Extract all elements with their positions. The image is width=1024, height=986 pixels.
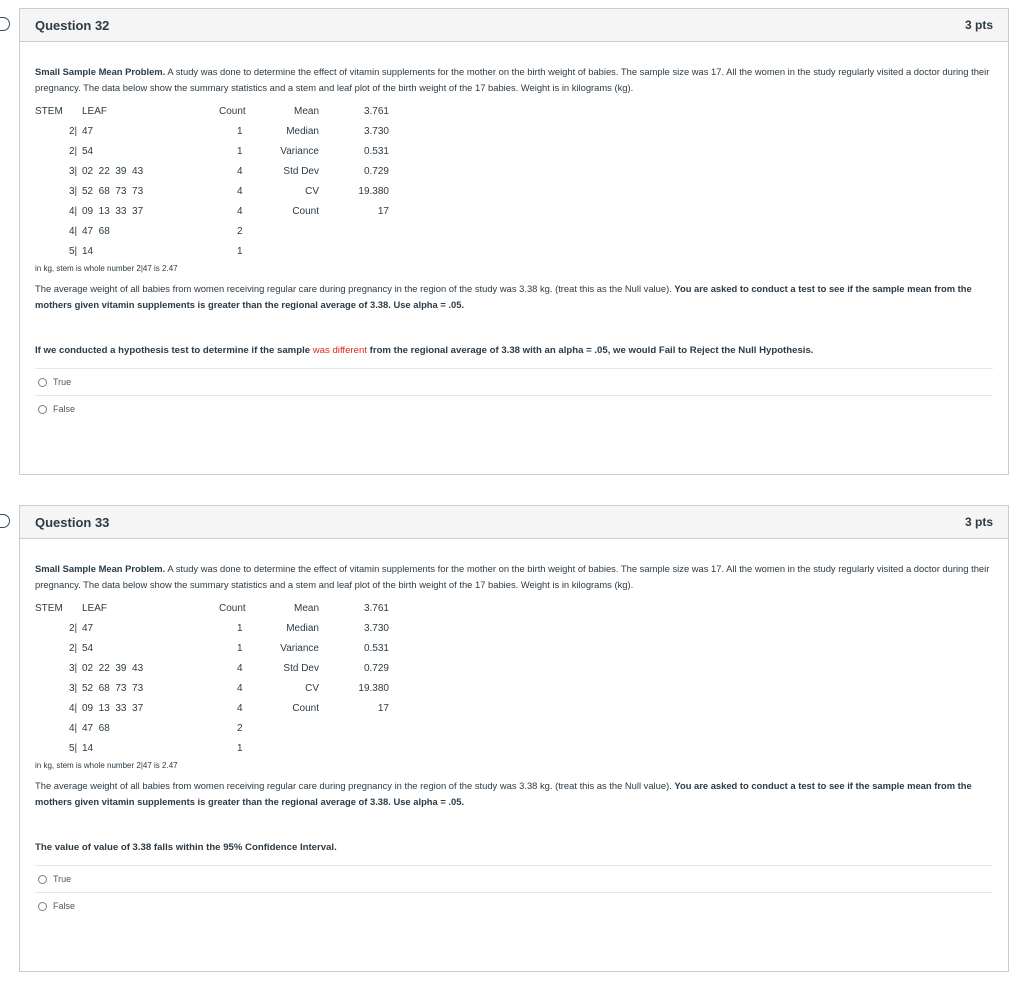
question-header	[20, 506, 1008, 539]
leaf-cell: 47	[82, 126, 94, 137]
null-value-note	[35, 778, 993, 810]
count-cell: 4	[237, 166, 243, 177]
stem-cell: 3|	[69, 683, 78, 694]
stem-cell: 2|	[69, 146, 78, 157]
null-text: The average weight of all babies from women receiving regular care during pregnancy in the region of the study was 3.38 kg. (treat this as the Null value).	[35, 283, 675, 294]
stem-header: STEM	[35, 603, 63, 614]
answer-label: True	[53, 377, 72, 387]
question-33	[19, 505, 1009, 972]
summary-label: Mean	[293, 106, 319, 117]
summary-label: Count	[292, 703, 319, 714]
summary-value: 3.730	[363, 623, 389, 634]
answer-label: False	[53, 901, 76, 911]
answer-label: False	[53, 404, 76, 414]
leaf-cell: 09 13 33 37	[82, 703, 144, 714]
leaf-cell: 47	[82, 623, 94, 634]
intro-bold: Small Sample Mean Problem.	[35, 66, 166, 77]
intro-bold: Small Sample Mean Problem.	[35, 563, 166, 574]
radio-button[interactable]	[38, 378, 47, 387]
summary-value: 3.761	[363, 106, 389, 117]
leaf-cell: 54	[82, 146, 94, 157]
count-cell: 1	[237, 146, 243, 157]
count-cell: 1	[237, 246, 243, 257]
stem-cell: 5|	[69, 743, 78, 754]
count-cell: 4	[237, 186, 243, 197]
count-cell: 4	[237, 663, 243, 674]
count-cell: 1	[237, 743, 243, 754]
prompt-a: The value of value of 3.38 falls within the 95% Confidence Interval.	[35, 842, 337, 853]
stem-cell: 4|	[69, 226, 78, 237]
summary-value: 19.380	[358, 683, 389, 694]
summary-value: 3.761	[363, 603, 389, 614]
radio-button[interactable]	[38, 405, 47, 414]
count-cell: 1	[237, 623, 243, 634]
stem-note: in kg, stem is whole number 2|47 is 2.47	[35, 761, 178, 770]
count-cell: 4	[237, 703, 243, 714]
leaf-header: LEAF	[82, 603, 108, 614]
summary-label: Count	[292, 206, 319, 217]
question-intro	[35, 64, 993, 96]
null-bold: You are asked to conduct a test to see if the sample mean from the mothers given vitamin supplements is greater than the regional average of 3.38. Use alpha = .05.	[35, 283, 972, 310]
summary-value: 0.729	[363, 663, 389, 674]
answer-list	[35, 865, 993, 919]
prompt-highlight: was different	[312, 345, 367, 356]
answer-label: True	[53, 874, 72, 884]
count-header: Count	[219, 603, 246, 614]
summary-label: CV	[305, 683, 319, 694]
stem-cell: 3|	[69, 186, 78, 197]
answer-false[interactable]	[35, 892, 993, 919]
stem-cell: 2|	[69, 126, 78, 137]
stem-header: STEM	[35, 106, 63, 117]
leaf-cell: 52 68 73 73	[82, 683, 144, 694]
question-intro	[35, 561, 993, 593]
summary-label: Median	[286, 623, 319, 634]
prompt-b: from the regional average of 3.38 with an alpha = .05, we would Fail to Reject the Null Hypothesis.	[366, 345, 814, 356]
leaf-cell: 02 22 39 43	[82, 166, 144, 177]
leaf-cell: 47 68	[82, 723, 110, 734]
stem-cell: 2|	[69, 643, 78, 654]
stem-cell: 4|	[69, 703, 78, 714]
summary-value: 0.729	[363, 166, 389, 177]
count-header: Count	[219, 106, 246, 117]
stem-note: in kg, stem is whole number 2|47 is 2.47	[35, 264, 178, 273]
question-title: Question 32	[35, 17, 110, 33]
leaf-cell: 02 22 39 43	[82, 663, 144, 674]
summary-label: Std Dev	[283, 663, 319, 674]
question-title: Question 33	[35, 514, 110, 530]
summary-label: Variance	[280, 146, 319, 157]
summary-value: 0.531	[363, 146, 389, 157]
summary-label: Median	[286, 126, 319, 137]
answer-false[interactable]	[35, 395, 993, 422]
count-cell: 4	[237, 683, 243, 694]
stem-leaf-and-summary	[35, 102, 993, 260]
summary-value: 17	[377, 206, 389, 217]
summary-label: Mean	[293, 603, 319, 614]
stem-cell: 4|	[69, 723, 78, 734]
radio-button[interactable]	[38, 902, 47, 911]
stem-cell: 3|	[69, 166, 78, 177]
leaf-header: LEAF	[82, 106, 108, 117]
null-value-note	[35, 281, 993, 313]
question-prompt	[35, 840, 993, 856]
question-32	[19, 8, 1009, 475]
null-text: The average weight of all babies from women receiving regular care during pregnancy in the region of the study was 3.38 kg. (treat this as the Null value).	[35, 780, 675, 791]
intro-text: A study was done to determine the effect of vitamin supplements for the mother on the birth weight of babies. The sample size was 17. All the women in the study regularly visited a doctor during their pregnancy. The data below show the summary statistics and a stem and leaf plot of the birth weight of the 17 babies. Weight is in kilograms (kg).	[35, 66, 990, 93]
stem-cell: 5|	[69, 246, 78, 257]
count-cell: 1	[237, 126, 243, 137]
stem-cell: 3|	[69, 663, 78, 674]
leaf-cell: 14	[82, 743, 94, 754]
stem-cell: 2|	[69, 623, 78, 634]
leaf-cell: 47 68	[82, 226, 110, 237]
count-cell: 4	[237, 206, 243, 217]
intro-text: A study was done to determine the effect of vitamin supplements for the mother on the birth weight of babies. The sample size was 17. All the women in the study regularly visited a doctor during their pregnancy. The data below show the summary statistics and a stem and leaf plot of the birth weight of the 17 babies. Weight is in kilograms (kg).	[35, 563, 990, 590]
prompt-a: If we conducted a hypothesis test to determine if the sample	[35, 345, 313, 356]
question-body	[20, 42, 1008, 422]
flag-question-32-icon[interactable]	[0, 17, 10, 31]
null-bold: You are asked to conduct a test to see if the sample mean from the mothers given vitamin supplements is greater than the regional average of 3.38. Use alpha = .05.	[35, 780, 972, 807]
stem-cell: 4|	[69, 206, 78, 217]
leaf-cell: 14	[82, 246, 94, 257]
count-cell: 2	[237, 226, 243, 237]
answer-true[interactable]	[35, 368, 993, 395]
answer-list	[35, 368, 993, 422]
stem-leaf-and-summary	[35, 599, 993, 757]
count-cell: 1	[237, 643, 243, 654]
radio-button[interactable]	[38, 875, 47, 884]
summary-label: Std Dev	[283, 166, 319, 177]
summary-value: 19.380	[358, 186, 389, 197]
question-prompt	[35, 343, 993, 359]
summary-value: 0.531	[363, 643, 389, 654]
summary-label: Variance	[280, 643, 319, 654]
leaf-cell: 09 13 33 37	[82, 206, 144, 217]
summary-label: CV	[305, 186, 319, 197]
count-cell: 2	[237, 723, 243, 734]
leaf-cell: 52 68 73 73	[82, 186, 144, 197]
answer-true[interactable]	[35, 865, 993, 892]
leaf-cell: 54	[82, 643, 94, 654]
summary-value: 3.730	[363, 126, 389, 137]
flag-question-33-icon[interactable]	[0, 514, 10, 528]
question-points: 3 pts	[964, 18, 993, 32]
question-header	[20, 9, 1008, 42]
question-body	[20, 539, 1008, 919]
summary-value: 17	[377, 703, 389, 714]
question-points: 3 pts	[964, 515, 993, 529]
